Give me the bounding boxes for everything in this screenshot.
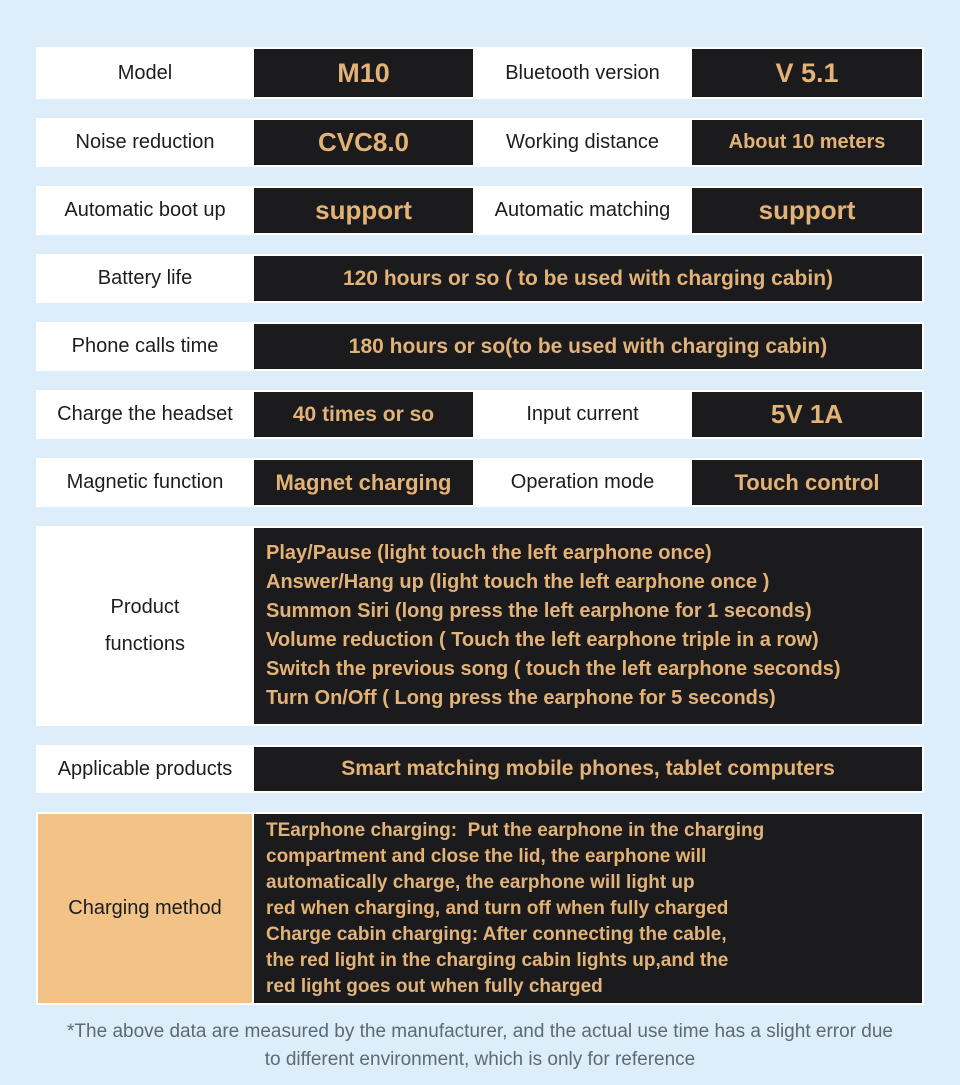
operation-mode-label: Operation mode: [475, 460, 690, 505]
spec-row-applicable-products: [36, 745, 924, 793]
input-current-value: 5V 1A: [692, 392, 922, 437]
function-line: Play/Pause (light touch the left earphone once): [266, 542, 712, 564]
function-line: Switch the previous song ( touch the left earphone seconds): [266, 658, 841, 680]
phone-calls-time-label: Phone calls time: [38, 324, 252, 369]
operation-mode-value: Touch control: [692, 460, 922, 505]
function-line: Answer/Hang up (light touch the left earphone once ): [266, 571, 770, 593]
magnetic-function-value: Magnet charging: [254, 460, 473, 505]
battery-life-value: 120 hours or so ( to be used with charging cabin): [254, 256, 922, 301]
model-value: M10: [254, 49, 473, 97]
bluetooth-version-label: Bluetooth version: [475, 49, 690, 97]
charging-line: Charge cabin charging: After connecting the cable,: [266, 923, 727, 945]
spec-row-charging-method: [36, 812, 924, 1005]
working-distance-label: Working distance: [475, 120, 690, 165]
footer-disclaimer-line1: *The above data are measured by the manufacturer, and the actual use time has a slight error due: [67, 1021, 893, 1042]
charging-line: red light goes out when fully charged: [266, 975, 603, 997]
input-current-label: Input current: [475, 392, 690, 437]
model-label: Model: [38, 49, 252, 97]
magnetic-function-label: Magnetic function: [38, 460, 252, 505]
charge-headset-value: 40 times or so: [254, 392, 473, 437]
applicable-products-label: Applicable products: [38, 747, 252, 791]
spec-row-noise-reduction: [36, 118, 924, 167]
spec-row-charge-headset: [36, 390, 924, 439]
charging-line: TEarphone charging: Put the earphone in the charging: [266, 819, 765, 841]
function-line: Summon Siri (long press the left earphone for 1 seconds): [266, 600, 812, 622]
charging-method-value: [254, 814, 922, 1003]
automatic-matching-value: support: [692, 188, 922, 233]
spec-row-automatic: [36, 186, 924, 235]
product-functions-value: [254, 528, 922, 724]
working-distance-value: About 10 meters: [692, 120, 922, 165]
spec-row-product-functions: [36, 526, 924, 726]
battery-life-label: Battery life: [38, 256, 252, 301]
footer-disclaimer: [0, 1018, 960, 1074]
charging-line: compartment and close the lid, the earphone will: [266, 845, 707, 867]
automatic-boot-up-label: Automatic boot up: [38, 188, 252, 233]
function-line: Turn On/Off ( Long press the earphone for 5 seconds): [266, 687, 776, 709]
charging-line: the red light in the charging cabin lights up,and the: [266, 949, 729, 971]
noise-reduction-value: CVC8.0: [254, 120, 473, 165]
spec-table: [36, 47, 924, 1005]
noise-reduction-label: Noise reduction: [38, 120, 252, 165]
spec-row-model: [36, 47, 924, 99]
spec-row-phone-calls-time: [36, 322, 924, 371]
applicable-products-value: Smart matching mobile phones, tablet computers: [254, 747, 922, 791]
charging-line: red when charging, and turn off when fully charged: [266, 897, 729, 919]
spec-row-magnetic-function: [36, 458, 924, 507]
automatic-matching-label: Automatic matching: [475, 188, 690, 233]
product-functions-label: Product functions: [38, 528, 252, 724]
charging-method-label: Charging method: [38, 814, 252, 1003]
charge-headset-label: Charge the headset: [38, 392, 252, 437]
footer-disclaimer-line2: to different environment, which is only for reference: [264, 1049, 696, 1070]
phone-calls-time-value: 180 hours or so(to be used with charging cabin): [254, 324, 922, 369]
function-line: Volume reduction ( Touch the left earphone triple in a row): [266, 629, 819, 651]
spec-row-battery-life: [36, 254, 924, 303]
bluetooth-version-value: V 5.1: [692, 49, 922, 97]
automatic-boot-up-value: support: [254, 188, 473, 233]
charging-line: automatically charge, the earphone will light up: [266, 871, 695, 893]
